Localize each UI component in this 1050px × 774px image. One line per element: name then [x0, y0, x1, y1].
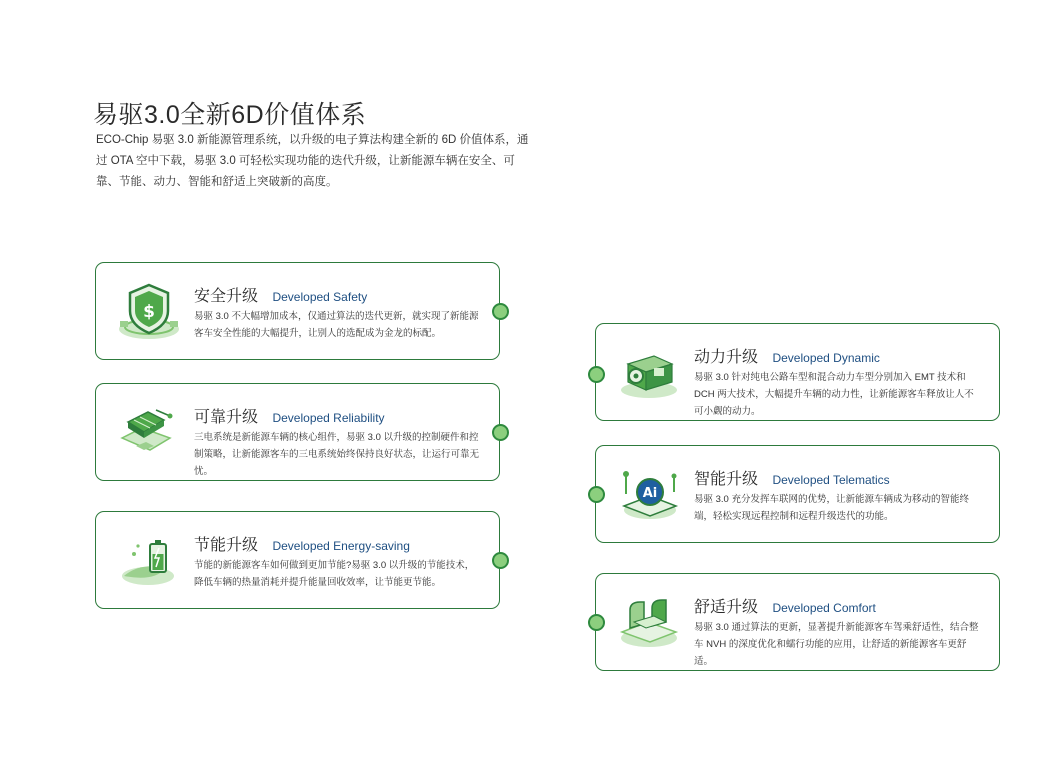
card-description: 节能的新能源客车如何做到更加节能?易驱 3.0 以升级的节能技术，降低车辆的热量消耗并提升能量回收效率，让节能更节能。 — [194, 560, 475, 588]
timeline-dot — [492, 424, 509, 441]
shield-icon — [114, 281, 184, 343]
card-subtitle: Developed Comfort — [772, 601, 876, 615]
motor-icon — [614, 342, 684, 404]
card-energy-saving — [95, 511, 500, 609]
card-subtitle: Developed Energy-saving — [272, 539, 410, 553]
ai-chip-icon — [614, 464, 684, 526]
timeline-dot — [492, 303, 509, 320]
card-title: 可靠升级 — [194, 409, 259, 426]
card-description: 易驱 3.0 不大幅增加成本，仅通过算法的迭代更新，就实现了新能源客车安全性能的大幅提升，让别人的选配成为金龙的标配。 — [194, 311, 479, 339]
battery-leaf-icon — [114, 530, 184, 592]
card-dynamic — [595, 323, 1000, 421]
seat-comfort-icon — [614, 592, 684, 654]
card-title: 节能升级 — [194, 537, 259, 554]
card-description: 易驱 3.0 针对纯电公路车型和混合动力车型分别加入 EMT 技术和 DCH 两大技术，大幅提升车辆的动力性，让新能源客车释放让人不可小觑的动力。 — [694, 372, 974, 417]
card-telematics — [595, 445, 1000, 543]
card-description: 易驱 3.0 通过算法的更新，显著提升新能源客车驾乘舒适性，结合整车 NVH 的深度优化和蠕行功能的应用，让舒适的新能源客车更舒适。 — [694, 622, 979, 667]
card-description: 易驱 3.0 充分发挥车联网的优势，让新能源车辆成为移动的智能终端，轻松实现远程控制和远程升级迭代的功能。 — [694, 494, 969, 522]
card-comfort — [595, 573, 1000, 671]
timeline-dot — [588, 486, 605, 503]
card-title: 动力升级 — [694, 349, 759, 366]
card-description: 三电系统是新能源车辆的核心组件，易驱 3.0 以升级的控制硬件和控制策略，让新能源客车的三电系统始终保持良好状态，让运行可靠无忧。 — [194, 432, 480, 477]
card-subtitle: Developed Safety — [272, 290, 368, 304]
timeline-dot — [588, 366, 605, 383]
page-title: 易驱3.0全新6D价值体系 — [93, 100, 367, 129]
card-subtitle: Developed Telematics — [772, 473, 890, 487]
card-subtitle: Developed Dynamic — [772, 351, 880, 365]
timeline-dot — [492, 552, 509, 569]
card-title: 舒适升级 — [694, 599, 759, 616]
timeline-dot — [588, 614, 605, 631]
svg-text:Ai: Ai — [642, 486, 658, 501]
circuit-icon — [114, 402, 184, 464]
card-safety — [95, 262, 500, 360]
svg-text:$: $ — [143, 302, 155, 322]
card-title: 智能升级 — [694, 471, 759, 488]
card-subtitle: Developed Reliability — [272, 411, 385, 425]
card-reliability — [95, 383, 500, 481]
card-title: 安全升级 — [194, 288, 259, 305]
intro-paragraph: ECO-Chip 易驱 3.0 新能源管理系统，以升级的电子算法构建全新的 6D 价值体系，通过 OTA 空中下载，易驱 3.0 可轻松实现功能的迭代升级，让新能源车辆在安全、可靠、节能、动力、智能和舒适上突破新的高度。 — [96, 134, 529, 188]
